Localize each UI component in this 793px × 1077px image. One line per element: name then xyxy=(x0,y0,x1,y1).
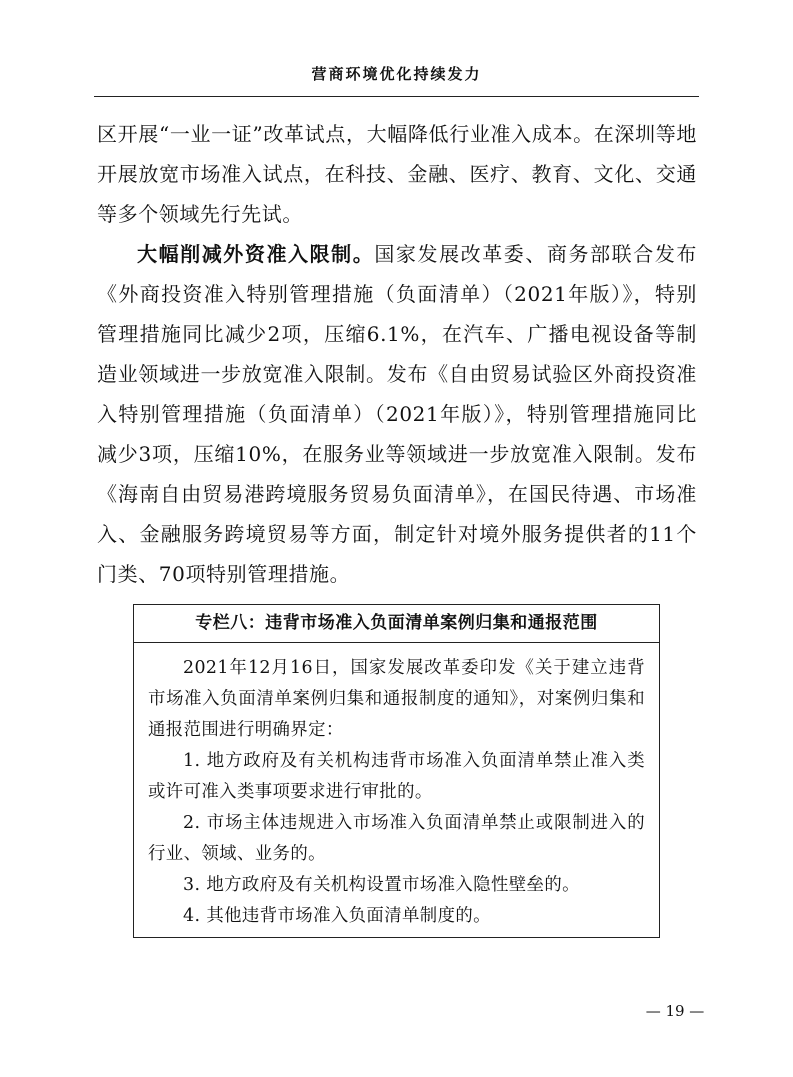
column-box-intro: 2021年12月16日，国家发展改革委印发《关于建立违背市场准入负面清单案例归集和通报制度的通知》，对案例归集和通报范围进行明确界定： xyxy=(148,658,645,740)
body-paragraph xyxy=(97,234,697,594)
column-box-title: 专栏八：违背市场准入负面清单案例归集和通报范围 xyxy=(134,605,659,643)
running-header: 营商环境优化持续发力 xyxy=(311,65,482,83)
column-box-item: 1. 地方政府及有关机构违背市场准入负面清单禁止准入类或许可准入类事项要求进行审批的。 xyxy=(148,751,645,802)
column-box xyxy=(133,604,660,938)
column-box-item: 4. 其他违背市场准入负面清单制度的。 xyxy=(183,906,491,926)
header-rule xyxy=(94,96,699,97)
body-paragraph: 区开展“一业一证”改革试点，大幅降低行业准入成本。在深圳等地开展放宽市场准入试点，在科技、金融、医疗、教育、文化、交通等多个领域先行先试。 xyxy=(97,122,697,226)
column-box-item: 2. 市场主体违规进入市场准入负面清单禁止或限制进入的行业、领域、业务的。 xyxy=(148,813,645,864)
page-number: — 19 — xyxy=(645,1002,705,1020)
paragraph-text: 国家发展改革委、商务部联合发布《外商投资准入特别管理措施（负面清单）（2021年版）》，特别管理措施同比减少2项，压缩6.1%，在汽车、广播电视设备等制造业领域进一步放宽准入限制。发布《自由贸易试验区外商投资准入特别管理措施（负面清单）（2021年版）》，特别管理措施同比减少3项，压缩10%，在服务业等领域进一步放宽准入限制。发布《海南自由贸易港跨境服务贸易负面清单》，在国民待遇、市场准入、金融服务跨境贸易等方面，制定针对境外服务提供者的11个门类、70项特别管理措施。 xyxy=(97,242,698,586)
column-box-body xyxy=(134,643,659,932)
column-box-item: 3. 地方政府及有关机构设置市场准入隐性壁垒的。 xyxy=(183,875,580,895)
paragraph-lead-heading: 大幅削减外资准入限制。 xyxy=(137,242,375,266)
